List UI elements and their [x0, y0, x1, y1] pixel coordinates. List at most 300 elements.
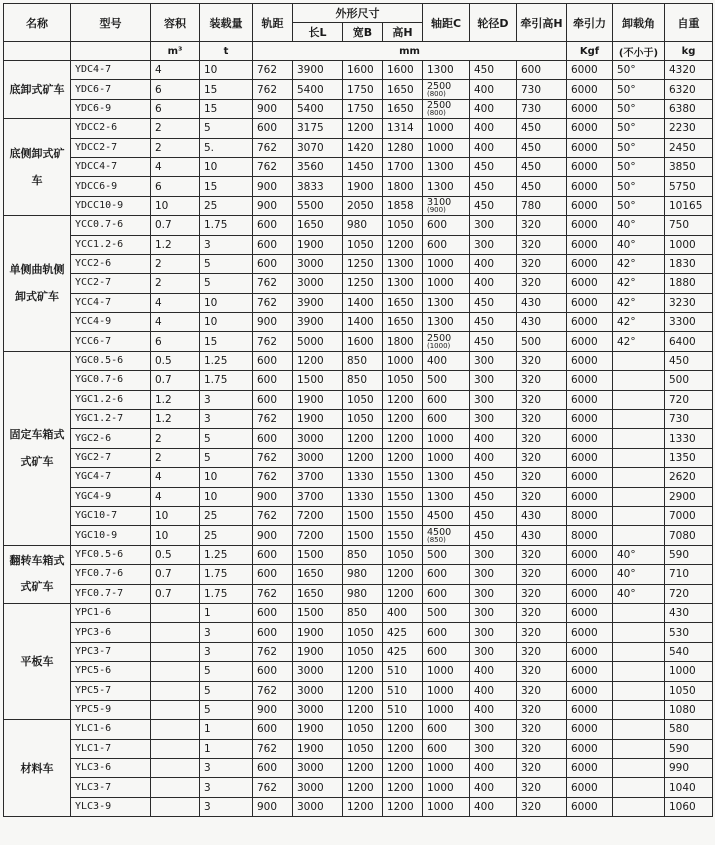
cell-capacity: 2 — [151, 429, 200, 448]
cell-width: 980 — [343, 216, 383, 235]
cell-gauge: 762 — [253, 80, 293, 99]
cell-pull-force: 6000 — [567, 216, 613, 235]
cell-width: 1200 — [343, 448, 383, 467]
cell-weight: 540 — [665, 642, 713, 661]
cell-height: 1550 — [383, 468, 423, 487]
cell-pull-height: 320 — [517, 429, 567, 448]
cell-load: 3 — [200, 623, 253, 642]
cell-width: 2050 — [343, 196, 383, 215]
cell-pull-height: 320 — [517, 623, 567, 642]
cell-length: 3000 — [293, 254, 343, 273]
cell-height: 1000 — [383, 351, 423, 370]
cell-length: 3000 — [293, 448, 343, 467]
cell-load: 25 — [200, 526, 253, 545]
unit-weight: kg — [665, 42, 713, 61]
cell-width: 1050 — [343, 739, 383, 758]
cell-axle: 600 — [423, 565, 470, 584]
cell-width: 1200 — [343, 681, 383, 700]
cell-wheel: 450 — [470, 177, 517, 196]
cell-pull-height: 320 — [517, 565, 567, 584]
cell-weight: 7000 — [665, 506, 713, 525]
cell-pull-height: 320 — [517, 584, 567, 603]
cell-capacity: 4 — [151, 293, 200, 312]
cell-axle: 600 — [423, 584, 470, 603]
cell-dump-angle — [613, 759, 665, 778]
cell-gauge: 600 — [253, 119, 293, 138]
cell-length: 3000 — [293, 700, 343, 719]
cell-weight: 450 — [665, 351, 713, 370]
unit-name-blank — [4, 42, 71, 61]
cell-axle: 600 — [423, 410, 470, 429]
cell-pull-force: 6000 — [567, 254, 613, 273]
cell-weight: 10165 — [665, 196, 713, 215]
cell-axle: 4500 — [423, 506, 470, 525]
cell-pull-height: 450 — [517, 177, 567, 196]
cell-model: YGC1.2-7 — [71, 410, 151, 429]
cell-dump-angle — [613, 506, 665, 525]
cell-pull-force: 6000 — [567, 351, 613, 370]
cell-dump-angle — [613, 371, 665, 390]
cell-capacity: 0.7 — [151, 371, 200, 390]
cell-dump-angle: 50° — [613, 157, 665, 176]
cell-model: YGC2-7 — [71, 448, 151, 467]
cell-pull-force: 6000 — [567, 410, 613, 429]
cell-gauge: 600 — [253, 545, 293, 564]
cell-load: 1.75 — [200, 565, 253, 584]
cell-model: YGC0.7-6 — [71, 371, 151, 390]
cell-gauge: 900 — [253, 313, 293, 332]
cell-model: YPC1-6 — [71, 603, 151, 622]
cell-pull-force: 6000 — [567, 196, 613, 215]
table-row — [4, 216, 713, 235]
table-body — [4, 61, 713, 817]
cell-axle: 500 — [423, 371, 470, 390]
cell-height: 1858 — [383, 196, 423, 215]
cell-dump-angle — [613, 739, 665, 758]
header-width: 宽B — [343, 23, 383, 42]
cell-load: 25 — [200, 196, 253, 215]
cell-load: 1 — [200, 603, 253, 622]
cell-capacity — [151, 662, 200, 681]
cell-gauge: 600 — [253, 662, 293, 681]
cell-weight: 6320 — [665, 80, 713, 99]
cell-capacity: 6 — [151, 99, 200, 118]
cell-weight: 1000 — [665, 235, 713, 254]
cell-load: 15 — [200, 177, 253, 196]
cell-load: 1 — [200, 739, 253, 758]
cell-length: 1650 — [293, 216, 343, 235]
cell-pull-height: 450 — [517, 157, 567, 176]
cell-pull-force: 6000 — [567, 138, 613, 157]
cell-capacity: 1.2 — [151, 410, 200, 429]
cell-weight: 500 — [665, 371, 713, 390]
table-row — [4, 526, 713, 545]
cell-width: 1420 — [343, 138, 383, 157]
cell-axle: 1300 — [423, 468, 470, 487]
cell-load: 3 — [200, 642, 253, 661]
cell-weight: 590 — [665, 739, 713, 758]
table-row — [4, 313, 713, 332]
table-row — [4, 468, 713, 487]
cell-capacity: 0.5 — [151, 351, 200, 370]
cell-model: YCC2-7 — [71, 274, 151, 293]
table-row — [4, 80, 713, 99]
cell-pull-force: 6000 — [567, 739, 613, 758]
cell-weight: 2230 — [665, 119, 713, 138]
axle-secondary-value: (800) — [427, 89, 446, 98]
cell-model: YCC6-7 — [71, 332, 151, 351]
cell-capacity: 10 — [151, 506, 200, 525]
cell-length: 1500 — [293, 545, 343, 564]
cell-length: 3000 — [293, 274, 343, 293]
cell-weight: 3300 — [665, 313, 713, 332]
cell-pull-force: 6000 — [567, 681, 613, 700]
cell-capacity: 0.7 — [151, 584, 200, 603]
cell-wheel: 400 — [470, 119, 517, 138]
cell-weight: 1830 — [665, 254, 713, 273]
cell-wheel: 400 — [470, 448, 517, 467]
cell-capacity: 4 — [151, 487, 200, 506]
cell-axle: 500 — [423, 603, 470, 622]
cell-gauge: 762 — [253, 681, 293, 700]
cell-weight: 720 — [665, 584, 713, 603]
cell-gauge: 600 — [253, 759, 293, 778]
cell-model: YPC5-7 — [71, 681, 151, 700]
table-row — [4, 759, 713, 778]
cell-wheel: 450 — [470, 313, 517, 332]
table-row — [4, 778, 713, 797]
cell-gauge: 900 — [253, 487, 293, 506]
cell-length: 3700 — [293, 468, 343, 487]
unit-pull-force: Kgf — [567, 42, 613, 61]
cell-width: 1330 — [343, 487, 383, 506]
cell-length: 3000 — [293, 429, 343, 448]
cell-axle — [423, 99, 470, 118]
cell-axle: 500 — [423, 545, 470, 564]
cell-model: YLC1-7 — [71, 739, 151, 758]
cell-load: 5 — [200, 119, 253, 138]
cell-capacity: 1.2 — [151, 235, 200, 254]
header-wheel: 轮径D — [470, 4, 517, 42]
cell-pull-force: 6000 — [567, 313, 613, 332]
axle-secondary-value: (900) — [427, 205, 446, 214]
axle-value: 4500 — [427, 526, 452, 538]
header-pull-height: 牵引高H — [517, 4, 567, 42]
cell-pull-force: 6000 — [567, 274, 613, 293]
cell-gauge: 600 — [253, 390, 293, 409]
cell-model: YPC5-9 — [71, 700, 151, 719]
axle-secondary-value: (800) — [427, 108, 446, 117]
cell-length: 1900 — [293, 642, 343, 661]
cell-axle: 400 — [423, 351, 470, 370]
cell-width: 850 — [343, 371, 383, 390]
table-row — [4, 487, 713, 506]
cell-height: 1200 — [383, 235, 423, 254]
cell-weight: 720 — [665, 390, 713, 409]
cell-length: 3000 — [293, 778, 343, 797]
table-row — [4, 254, 713, 273]
cell-dump-angle: 42° — [613, 332, 665, 351]
cell-dump-angle — [613, 700, 665, 719]
cell-axle: 600 — [423, 720, 470, 739]
cell-wheel: 300 — [470, 739, 517, 758]
cell-wheel: 300 — [470, 603, 517, 622]
cell-length: 1650 — [293, 565, 343, 584]
cell-dump-angle: 40° — [613, 235, 665, 254]
cell-model: YGC1.2-6 — [71, 390, 151, 409]
cell-length: 1900 — [293, 739, 343, 758]
cell-weight: 2450 — [665, 138, 713, 157]
cell-pull-height: 320 — [517, 797, 567, 816]
cell-gauge: 600 — [253, 351, 293, 370]
cell-height: 1650 — [383, 80, 423, 99]
cell-height: 1314 — [383, 119, 423, 138]
cell-gauge: 900 — [253, 797, 293, 816]
cell-load: 3 — [200, 759, 253, 778]
cell-weight: 730 — [665, 410, 713, 429]
cell-axle: 1300 — [423, 177, 470, 196]
table-row — [4, 623, 713, 642]
unit-model-blank — [71, 42, 151, 61]
cell-capacity: 10 — [151, 526, 200, 545]
cell-axle: 1000 — [423, 681, 470, 700]
cell-height: 1050 — [383, 216, 423, 235]
cell-height: 1550 — [383, 526, 423, 545]
cell-pull-height: 730 — [517, 99, 567, 118]
cell-weight: 1060 — [665, 797, 713, 816]
cell-load: 3 — [200, 410, 253, 429]
cell-width: 980 — [343, 584, 383, 603]
cell-capacity: 6 — [151, 177, 200, 196]
axle-value: 2500 — [427, 332, 452, 344]
cell-weight: 1350 — [665, 448, 713, 467]
cell-model: YGC4-9 — [71, 487, 151, 506]
table-row — [4, 429, 713, 448]
cell-load: 3 — [200, 235, 253, 254]
cell-pull-force: 6000 — [567, 700, 613, 719]
cell-dump-angle: 50° — [613, 196, 665, 215]
cell-gauge: 762 — [253, 642, 293, 661]
cell-length: 3000 — [293, 759, 343, 778]
cell-load: 1.25 — [200, 545, 253, 564]
cell-pull-height: 430 — [517, 526, 567, 545]
table-row — [4, 99, 713, 118]
cell-wheel: 300 — [470, 410, 517, 429]
cell-axle: 600 — [423, 390, 470, 409]
cell-width: 1200 — [343, 700, 383, 719]
cell-height: 1280 — [383, 138, 423, 157]
cell-height: 1200 — [383, 429, 423, 448]
cell-load: 10 — [200, 61, 253, 80]
cell-gauge: 762 — [253, 739, 293, 758]
cell-capacity — [151, 642, 200, 661]
cell-load: 10 — [200, 293, 253, 312]
cell-length: 3900 — [293, 61, 343, 80]
cell-model: YDC6-7 — [71, 80, 151, 99]
cell-dump-angle: 40° — [613, 216, 665, 235]
cell-pull-height: 320 — [517, 371, 567, 390]
cell-length: 3560 — [293, 157, 343, 176]
cell-pull-force: 6000 — [567, 371, 613, 390]
cell-height: 1050 — [383, 545, 423, 564]
table-header — [4, 4, 713, 61]
cell-weight: 1330 — [665, 429, 713, 448]
cell-height: 1200 — [383, 739, 423, 758]
cell-dump-angle — [613, 662, 665, 681]
cell-dump-angle — [613, 778, 665, 797]
cell-wheel: 400 — [470, 778, 517, 797]
cell-capacity: 4 — [151, 61, 200, 80]
cell-pull-force: 6000 — [567, 468, 613, 487]
cell-length: 3175 — [293, 119, 343, 138]
cell-width: 1050 — [343, 390, 383, 409]
cell-pull-height: 320 — [517, 274, 567, 293]
cell-wheel: 300 — [470, 216, 517, 235]
cell-wheel: 450 — [470, 468, 517, 487]
cell-axle: 1000 — [423, 254, 470, 273]
cell-weight: 1000 — [665, 662, 713, 681]
cell-load: 3 — [200, 778, 253, 797]
cell-gauge: 762 — [253, 61, 293, 80]
cell-capacity: 2 — [151, 448, 200, 467]
cell-model: YDC4-7 — [71, 61, 151, 80]
cell-model: YLC3-7 — [71, 778, 151, 797]
cell-height: 1200 — [383, 584, 423, 603]
cell-dump-angle — [613, 642, 665, 661]
cell-pull-height: 320 — [517, 487, 567, 506]
cell-wheel: 400 — [470, 429, 517, 448]
cell-gauge: 762 — [253, 468, 293, 487]
cell-weight: 6380 — [665, 99, 713, 118]
header-axle: 轴距C — [423, 4, 470, 42]
table-row — [4, 506, 713, 525]
cell-weight: 5750 — [665, 177, 713, 196]
cell-length: 1500 — [293, 603, 343, 622]
table-row — [4, 410, 713, 429]
cell-pull-height: 430 — [517, 293, 567, 312]
cell-wheel: 400 — [470, 662, 517, 681]
cell-wheel: 300 — [470, 642, 517, 661]
cell-wheel: 400 — [470, 681, 517, 700]
cell-capacity: 0.7 — [151, 216, 200, 235]
table-row — [4, 545, 713, 564]
cell-wheel: 400 — [470, 274, 517, 293]
cell-capacity — [151, 681, 200, 700]
cell-width: 1200 — [343, 797, 383, 816]
cell-wheel: 450 — [470, 61, 517, 80]
cell-height: 1650 — [383, 293, 423, 312]
cell-load: 1.75 — [200, 371, 253, 390]
cell-length: 5400 — [293, 99, 343, 118]
cell-axle: 1000 — [423, 274, 470, 293]
cell-weight: 1040 — [665, 778, 713, 797]
cell-height: 425 — [383, 623, 423, 642]
cell-model: YPC3-7 — [71, 642, 151, 661]
cell-height: 1650 — [383, 313, 423, 332]
cell-capacity: 6 — [151, 80, 200, 99]
table-row — [4, 138, 713, 157]
cell-model: YGC10-9 — [71, 526, 151, 545]
cell-model: YDC6-9 — [71, 99, 151, 118]
cell-load: 10 — [200, 313, 253, 332]
cell-dump-angle — [613, 429, 665, 448]
cell-axle: 1000 — [423, 778, 470, 797]
group-label: 平板车 — [4, 603, 71, 719]
cell-width: 1050 — [343, 410, 383, 429]
cell-pull-force: 6000 — [567, 448, 613, 467]
cell-load: 1 — [200, 720, 253, 739]
cell-model: YCC1.2-6 — [71, 235, 151, 254]
cell-wheel: 400 — [470, 254, 517, 273]
cell-gauge: 900 — [253, 177, 293, 196]
cell-gauge: 600 — [253, 235, 293, 254]
cell-wheel: 450 — [470, 157, 517, 176]
cell-length: 1650 — [293, 584, 343, 603]
cell-load: 1.75 — [200, 216, 253, 235]
mine-car-spec-table — [3, 3, 713, 817]
cell-gauge: 600 — [253, 565, 293, 584]
cell-pull-force: 6000 — [567, 429, 613, 448]
cell-load: 15 — [200, 80, 253, 99]
cell-wheel: 300 — [470, 584, 517, 603]
group-label: 底侧卸式矿车 — [4, 119, 71, 216]
cell-capacity — [151, 700, 200, 719]
cell-wheel: 300 — [470, 390, 517, 409]
cell-weight: 3850 — [665, 157, 713, 176]
cell-wheel: 450 — [470, 487, 517, 506]
unit-capacity: m³ — [151, 42, 200, 61]
cell-gauge: 762 — [253, 138, 293, 157]
cell-gauge: 600 — [253, 371, 293, 390]
cell-model: YDCC2-6 — [71, 119, 151, 138]
cell-wheel: 300 — [470, 351, 517, 370]
cell-pull-force: 6000 — [567, 642, 613, 661]
cell-model: YDCC6-9 — [71, 177, 151, 196]
cell-pull-height: 500 — [517, 332, 567, 351]
cell-length: 7200 — [293, 526, 343, 545]
table-row — [4, 371, 713, 390]
table-row — [4, 235, 713, 254]
cell-model: YPC3-6 — [71, 623, 151, 642]
cell-model: YLC3-9 — [71, 797, 151, 816]
cell-gauge: 900 — [253, 99, 293, 118]
table-row — [4, 584, 713, 603]
cell-wheel: 300 — [470, 545, 517, 564]
cell-load: 5 — [200, 429, 253, 448]
cell-axle — [423, 196, 470, 215]
cell-pull-height: 320 — [517, 468, 567, 487]
cell-capacity — [151, 603, 200, 622]
cell-pull-force: 6000 — [567, 662, 613, 681]
cell-width: 1400 — [343, 313, 383, 332]
cell-model: YDCC2-7 — [71, 138, 151, 157]
cell-width: 1500 — [343, 506, 383, 525]
cell-height: 1800 — [383, 332, 423, 351]
cell-capacity — [151, 778, 200, 797]
cell-dump-angle: 40° — [613, 584, 665, 603]
cell-gauge: 762 — [253, 584, 293, 603]
group-label: 单侧曲轨侧卸式矿车 — [4, 216, 71, 352]
cell-capacity — [151, 739, 200, 758]
cell-model: YDCC4-7 — [71, 157, 151, 176]
cell-capacity: 0.5 — [151, 545, 200, 564]
cell-height: 1200 — [383, 390, 423, 409]
cell-length: 3900 — [293, 293, 343, 312]
group-label: 底卸式矿车 — [4, 61, 71, 119]
axle-value: 3100 — [427, 196, 452, 208]
cell-pull-force: 6000 — [567, 293, 613, 312]
cell-load: 5 — [200, 254, 253, 273]
